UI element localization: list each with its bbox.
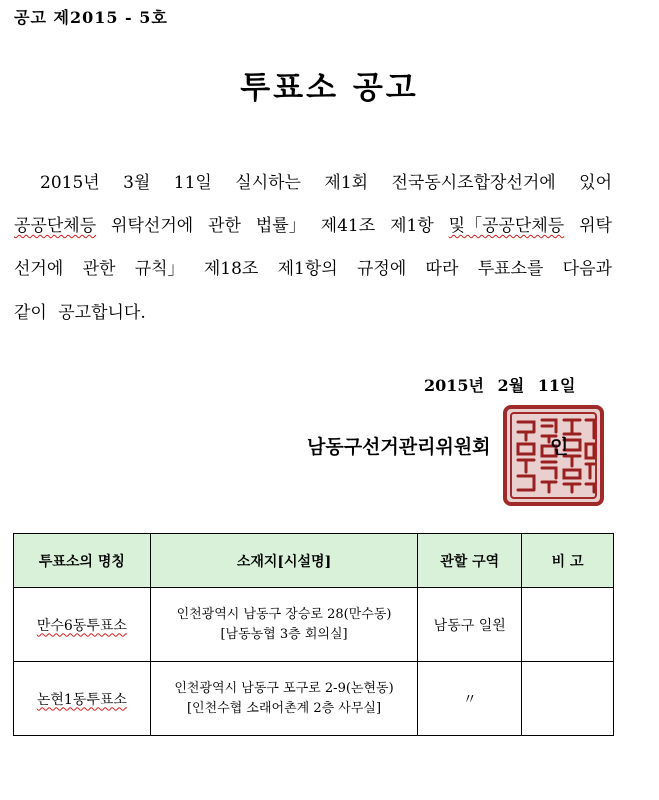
body-word: 제1회 <box>324 173 369 193</box>
seal-mark-text: 인 <box>550 436 569 458</box>
station-area: 〃 <box>418 662 522 736</box>
body-word: 위탁 <box>579 216 612 236</box>
body-word: 관한 <box>208 216 241 236</box>
notice-number: 공고 제2015 - 5호 <box>14 8 168 27</box>
body-line-4: 같이 공고합니다. <box>14 303 146 323</box>
column-header: 비 고 <box>522 534 614 588</box>
station-name-text: 만수6동투표소 <box>36 617 127 634</box>
station-note <box>522 588 614 662</box>
body-word: 선거에 <box>14 259 64 279</box>
body-word: 규칙」 <box>134 259 185 279</box>
station-name <box>14 662 151 736</box>
body-line-2 <box>14 215 612 237</box>
body-word: 다음과 <box>562 259 612 279</box>
column-header: 투표소의 명칭 <box>14 534 151 588</box>
table-row <box>14 662 614 736</box>
body-word: 및「공공단체등 <box>448 216 565 236</box>
station-facility: [남동농협 3층 회의실] <box>220 626 348 642</box>
body-word: 3월 <box>123 173 151 193</box>
body-word: 실시하는 <box>235 173 301 193</box>
body-word: 전국동시조합장선거에 <box>391 173 556 193</box>
body-word: 제1항의 <box>277 259 338 279</box>
column-header: 소재지[시설명] <box>150 534 418 588</box>
body-word: 따라 <box>425 259 459 279</box>
station-location <box>150 588 418 662</box>
body-line-1 <box>14 172 612 194</box>
body-word: 법률」 <box>255 216 306 236</box>
body-word: 투표소를 <box>477 259 544 279</box>
station-name-text: 논현1동투표소 <box>36 691 127 708</box>
body-word: 있어 <box>579 173 612 193</box>
body-word: 규정에 <box>356 259 407 279</box>
station-area: 남동구 일원 <box>418 588 522 662</box>
body-word: 관한 <box>82 259 116 279</box>
station-address: 인천광역시 남동구 장승로 28(만수동) <box>176 606 392 622</box>
body-word: 공공단체등 <box>14 216 97 236</box>
committee-name: 남동구선거관리위원회 <box>307 436 491 458</box>
polling-station-table <box>13 533 614 736</box>
table-row <box>14 588 614 662</box>
body-word: 2015년 <box>40 173 100 193</box>
column-header: 관할 구역 <box>418 534 522 588</box>
station-facility: [인천수협 소래어촌계 2층 사무실] <box>186 700 382 716</box>
body-word: 제1항 <box>390 216 434 236</box>
page-title: 투표소 공고 <box>240 70 419 106</box>
body-line-3 <box>14 258 612 280</box>
body-word: 제41조 <box>320 216 376 236</box>
station-note <box>522 662 614 736</box>
station-location <box>150 662 418 736</box>
body-word: 위탁선거에 <box>111 216 194 236</box>
body-word: 11일 <box>173 173 212 193</box>
station-address: 인천광역시 남동구 포구로 2-9(논현동) <box>174 680 394 696</box>
station-name <box>14 588 151 662</box>
body-word: 제18조 <box>203 259 259 279</box>
table-header-row <box>14 534 614 588</box>
notice-date: 2015년 2월 11일 <box>424 376 576 395</box>
